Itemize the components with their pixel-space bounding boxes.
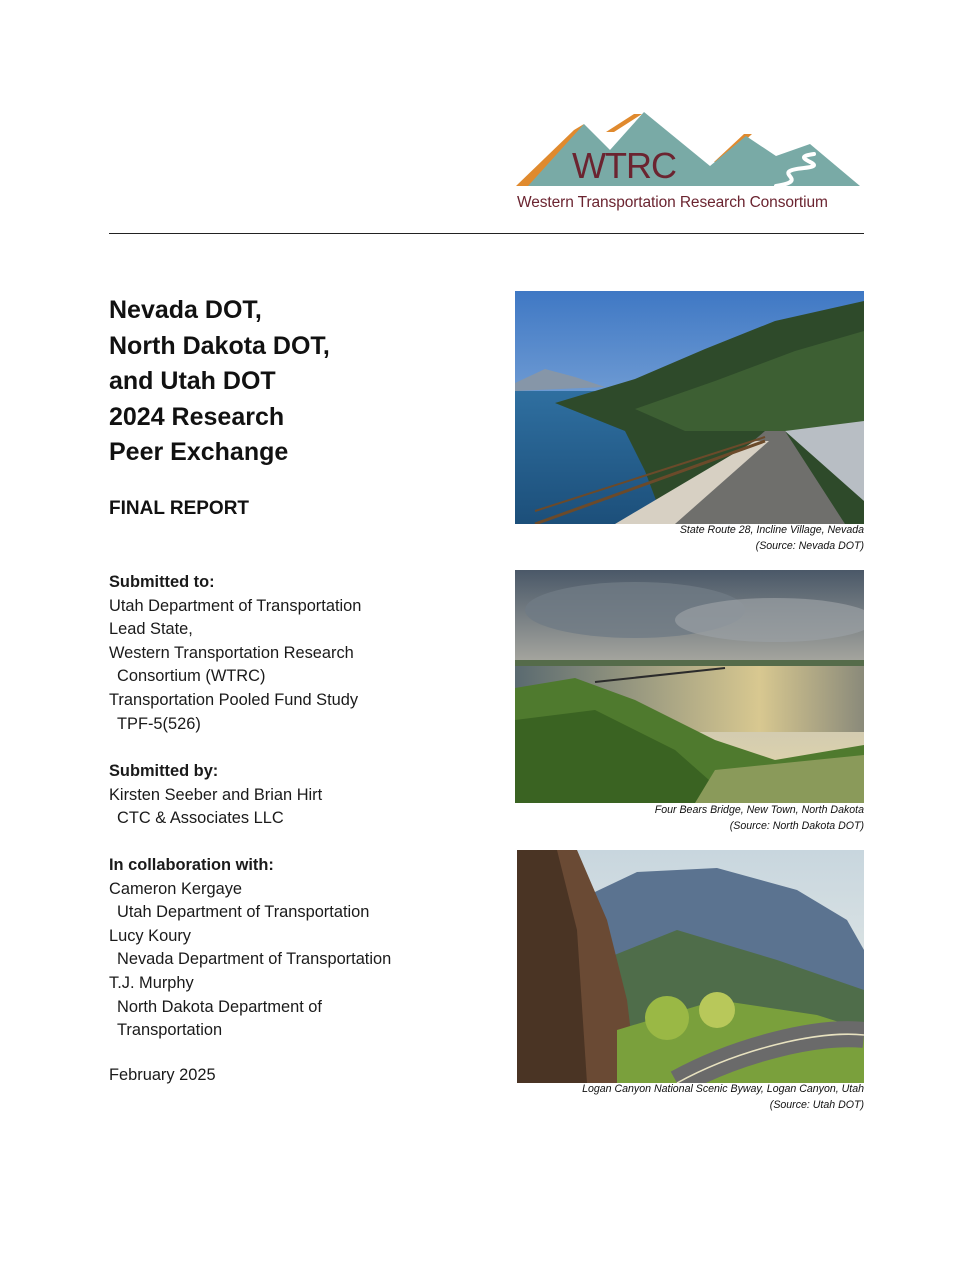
- submitted-by-line: CTC & Associates LLC: [117, 809, 284, 828]
- caption-text: Four Bears Bridge, New Town, North Dakota: [654, 804, 864, 816]
- collaborator-org: Nevada Department of Transportation: [117, 950, 392, 969]
- report-subtitle: FINAL REPORT: [109, 498, 250, 519]
- caption-source: (Source: North Dakota DOT): [729, 819, 864, 832]
- wtrc-logo: [514, 110, 864, 215]
- caption-source: (Source: Nevada DOT): [755, 539, 864, 552]
- submitted-to-heading: Submitted to:: [109, 573, 215, 591]
- submitted-to-line: Consortium (WTRC): [117, 667, 266, 686]
- header-divider: [109, 233, 864, 234]
- title-line: and Utah DOT: [109, 367, 276, 395]
- collaborator-org: North Dakota Department of: [117, 997, 322, 1016]
- bridge-photo-icon: [515, 570, 864, 803]
- submitted-by-line: Kirsten Seeber and Brian Hirt: [109, 785, 323, 804]
- caption-source: (Source: Utah DOT): [769, 1098, 864, 1111]
- photo-caption-north-dakota: [504, 803, 864, 834]
- caption-text: Logan Canyon National Scenic Byway, Logan Canyon, Utah: [582, 1083, 864, 1095]
- report-date: February 2025: [109, 1066, 216, 1084]
- submitted-to-line: Lead State,: [109, 620, 193, 639]
- submitted-to-line: Utah Department of Transportation: [109, 596, 362, 615]
- submitted-to-block: [109, 571, 489, 736]
- collaborator-name: Cameron Kergaye: [109, 879, 243, 898]
- caption-text: State Route 28, Incline Village, Nevada: [679, 524, 864, 536]
- collaborator-org: Transportation: [117, 1021, 223, 1040]
- submitted-to-line: TPF-5(526): [117, 714, 201, 733]
- mountain-logo-icon: [514, 110, 864, 190]
- photo-logan-canyon: [517, 850, 864, 1083]
- logo-acronym: WTRC: [572, 145, 676, 186]
- logo-tagline: Western Transportation Research Consortium: [517, 194, 828, 211]
- photo-caption-nevada: [504, 523, 864, 554]
- collaborator-org: Utah Department of Transportation: [117, 903, 370, 922]
- submitted-to-line: Western Transportation Research: [109, 643, 354, 662]
- report-title: [109, 293, 469, 471]
- collaborator-name: T.J. Murphy: [109, 973, 194, 992]
- title-line: Peer Exchange: [109, 438, 289, 466]
- lake-road-photo-icon: [515, 291, 864, 524]
- title-line: 2024 Research: [109, 402, 285, 431]
- submitted-to-line: Transportation Pooled Fund Study: [109, 690, 359, 709]
- canyon-photo-icon: [517, 850, 864, 1083]
- collaborator-name: Lucy Koury: [109, 926, 191, 945]
- title-line: North Dakota DOT,: [109, 331, 330, 360]
- collaboration-block: [109, 854, 489, 1043]
- submitted-by-block: [109, 760, 489, 831]
- photo-caption-utah: [504, 1082, 864, 1113]
- collaboration-heading: In collaboration with:: [109, 856, 274, 874]
- photo-four-bears-bridge: [515, 570, 864, 803]
- photo-nevada-state-route: [515, 291, 864, 524]
- title-line: Nevada DOT,: [109, 296, 262, 324]
- submitted-by-heading: Submitted by:: [109, 762, 219, 780]
